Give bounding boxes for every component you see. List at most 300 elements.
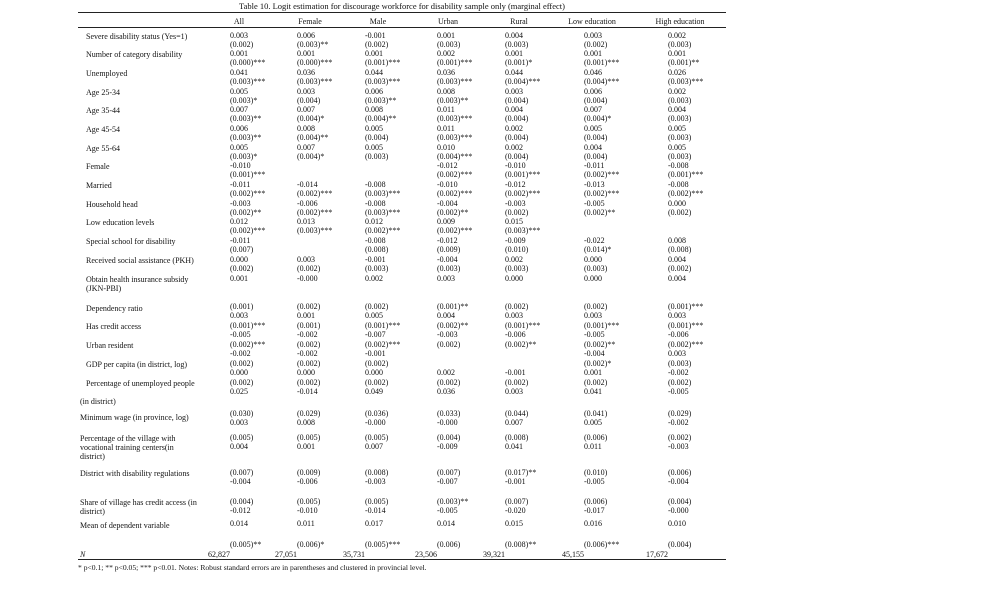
cell-value: -0.002 bbox=[297, 330, 318, 339]
cell-value: -0.000 bbox=[437, 418, 458, 427]
cell-value: 0.036 bbox=[437, 387, 455, 396]
cell-value: (0.008) bbox=[505, 433, 529, 442]
cell-value: (0.002) bbox=[365, 378, 389, 387]
cell-value: 0.000 bbox=[365, 368, 383, 377]
cell-value: -0.011 bbox=[230, 236, 251, 245]
cell-value: (0.002)*** bbox=[437, 189, 473, 198]
row-label: Has credit access bbox=[86, 322, 142, 331]
cell-value: (0.002) bbox=[505, 208, 529, 217]
cell-value: (0.002) bbox=[297, 378, 321, 387]
cell-value: -0.002 bbox=[230, 349, 251, 358]
cell-value: (0.006)*** bbox=[584, 540, 620, 549]
cell-value: (0.006) bbox=[437, 540, 461, 549]
cell-value: 0.046 bbox=[584, 68, 602, 77]
cell-value: (0.001)*** bbox=[584, 321, 620, 330]
cell-value: (0.002) bbox=[584, 378, 608, 387]
cell-value: -0.005 bbox=[584, 199, 605, 208]
cell-value: -0.006 bbox=[668, 330, 689, 339]
column-header: Female bbox=[298, 17, 322, 26]
cell-value: (0.001)*** bbox=[668, 302, 704, 311]
cell-value: 0.008 bbox=[668, 236, 686, 245]
cell-value: (0.003)** bbox=[230, 133, 262, 142]
cell-value: (0.005) bbox=[365, 497, 389, 506]
cell-value: (0.002) bbox=[668, 208, 692, 217]
cell-value: 0.005 bbox=[365, 124, 383, 133]
cell-value: (0.000)*** bbox=[230, 58, 266, 67]
cell-value: 0.004 bbox=[668, 105, 686, 114]
cell-value: -0.001 bbox=[505, 368, 526, 377]
cell-value: -0.014 bbox=[297, 180, 318, 189]
cell-value: 0.000 bbox=[584, 255, 602, 264]
row-label: Age 35-44 bbox=[86, 106, 120, 115]
cell-value: 0.001 bbox=[584, 368, 602, 377]
cell-value: 0.036 bbox=[297, 68, 315, 77]
column-header: Low education bbox=[568, 17, 616, 26]
cell-value: -0.008 bbox=[668, 161, 689, 170]
row-label: Percentage of unemployed people bbox=[86, 379, 195, 388]
cell-value: 0.006 bbox=[230, 124, 248, 133]
cell-value: 0.000 bbox=[230, 255, 248, 264]
cell-value: 0.003 bbox=[505, 311, 523, 320]
cell-value: (0.002) bbox=[505, 302, 529, 311]
cell-value: 0.006 bbox=[584, 87, 602, 96]
cell-value: 0.003 bbox=[668, 349, 686, 358]
row-label: Age 45-54 bbox=[86, 125, 120, 134]
cell-value: (0.004)*** bbox=[437, 152, 473, 161]
cell-value: (0.002) bbox=[230, 40, 254, 49]
column-header: All bbox=[233, 17, 245, 26]
cell-value: (0.001)* bbox=[505, 58, 533, 67]
cell-value: -0.005 bbox=[230, 330, 251, 339]
cell-value: 0.015 bbox=[505, 519, 523, 528]
column-header: Rural bbox=[510, 17, 528, 26]
cell-value: (0.033) bbox=[437, 409, 461, 418]
cell-value: (0.004) bbox=[505, 96, 529, 105]
row-label: Received social assistance (PKH) bbox=[86, 256, 194, 265]
cell-value: 0.000 bbox=[668, 199, 686, 208]
cell-value: (0.003)*** bbox=[505, 226, 541, 235]
cell-value: (0.003)** bbox=[437, 96, 469, 105]
cell-value: 0.011 bbox=[584, 442, 602, 451]
cell-value: 0.002 bbox=[365, 274, 383, 283]
cell-value: 0.004 bbox=[230, 442, 248, 451]
cell-value: -0.011 bbox=[584, 161, 605, 170]
cell-value: (0.002)*** bbox=[365, 226, 401, 235]
cell-value: (0.002) bbox=[230, 359, 254, 368]
cell-value: (0.002) bbox=[297, 302, 321, 311]
cell-value: (0.003) bbox=[668, 40, 692, 49]
cell-value: (0.004)*** bbox=[584, 77, 620, 86]
cell-value: (0.004)** bbox=[365, 114, 397, 123]
cell-value: (0.002) bbox=[584, 40, 608, 49]
cell-value: -0.010 bbox=[297, 506, 318, 515]
cell-value: (0.003)*** bbox=[365, 208, 401, 217]
cell-value: 23,506 bbox=[415, 550, 437, 559]
cell-value: 0.007 bbox=[297, 105, 315, 114]
row-label: Severe disability status (Yes=1) bbox=[86, 32, 188, 41]
cell-value: 0.015 bbox=[505, 217, 523, 226]
cell-value: (0.004) bbox=[668, 540, 692, 549]
cell-value: (0.004) bbox=[505, 152, 529, 161]
cell-value: 0.011 bbox=[297, 519, 315, 528]
bottom-rule bbox=[78, 559, 726, 560]
cell-value: (0.001)*** bbox=[668, 170, 704, 179]
cell-value: 0.000 bbox=[584, 274, 602, 283]
cell-value: 0.001 bbox=[297, 49, 315, 58]
cell-value: (0.004) bbox=[505, 133, 529, 142]
cell-value: (0.004) bbox=[297, 96, 321, 105]
cell-value: (0.003)*** bbox=[437, 77, 473, 86]
row-label-n: N bbox=[80, 550, 86, 559]
cell-value: (0.002)*** bbox=[365, 340, 401, 349]
cell-value: 0.014 bbox=[230, 519, 248, 528]
cell-value: (0.004)* bbox=[297, 152, 325, 161]
cell-value: 0.004 bbox=[505, 31, 523, 40]
cell-value: 0.010 bbox=[668, 519, 686, 528]
cell-value: (0.003) bbox=[668, 96, 692, 105]
cell-value: 0.044 bbox=[365, 68, 383, 77]
cell-value: 0.009 bbox=[437, 217, 455, 226]
cell-value: 0.011 bbox=[437, 124, 455, 133]
cell-value: (0.004)*** bbox=[505, 77, 541, 86]
cell-value: -0.014 bbox=[365, 506, 386, 515]
cell-value: -0.010 bbox=[230, 161, 251, 170]
cell-value: -0.005 bbox=[584, 330, 605, 339]
cell-value: 0.001 bbox=[365, 49, 383, 58]
cell-value: -0.001 bbox=[505, 477, 526, 486]
cell-value: (0.004) bbox=[505, 114, 529, 123]
cell-value: (0.002) bbox=[668, 378, 692, 387]
cell-value: -0.001 bbox=[365, 255, 386, 264]
cell-value: 0.001 bbox=[505, 49, 523, 58]
cell-value: 39,321 bbox=[483, 550, 505, 559]
cell-value: 0.001 bbox=[230, 49, 248, 58]
cell-value: (0.010) bbox=[584, 468, 608, 477]
cell-value: -0.014 bbox=[297, 387, 318, 396]
cell-value: 0.004 bbox=[668, 274, 686, 283]
cell-value: 0.001 bbox=[297, 442, 315, 451]
cell-value: -0.002 bbox=[668, 368, 689, 377]
cell-value: (0.002) bbox=[505, 378, 529, 387]
column-header: High education bbox=[655, 17, 705, 26]
cell-value: (0.004)* bbox=[297, 114, 325, 123]
cell-value: 0.005 bbox=[668, 143, 686, 152]
cell-value: (0.008) bbox=[365, 245, 389, 254]
cell-value: 0.003 bbox=[437, 274, 455, 283]
cell-value: (0.003)* bbox=[230, 96, 258, 105]
cell-value: (0.004) bbox=[437, 433, 461, 442]
row-label: Unemployed bbox=[86, 69, 128, 78]
header-rule bbox=[78, 27, 726, 28]
cell-value: 0.002 bbox=[437, 49, 455, 58]
cell-value: (0.002) bbox=[668, 264, 692, 273]
cell-value: 0.003 bbox=[230, 311, 248, 320]
cell-value: (0.002) bbox=[437, 340, 461, 349]
cell-value: (0.010) bbox=[505, 245, 529, 254]
cell-value: (0.003) bbox=[437, 264, 461, 273]
cell-value: (0.006)* bbox=[297, 540, 325, 549]
cell-value: (0.002) bbox=[230, 378, 254, 387]
cell-value: (0.003)*** bbox=[365, 77, 401, 86]
cell-value: 0.001 bbox=[230, 274, 248, 283]
cell-value: 0.004 bbox=[584, 143, 602, 152]
cell-value: (0.002) bbox=[584, 302, 608, 311]
cell-value: 0.000 bbox=[230, 368, 248, 377]
cell-value: (0.002)*** bbox=[584, 189, 620, 198]
cell-value: (0.002)*** bbox=[437, 170, 473, 179]
cell-value: 0.005 bbox=[365, 311, 383, 320]
row-label: Number of category disability bbox=[86, 50, 183, 59]
cell-value: (0.003) bbox=[668, 359, 692, 368]
cell-value: 0.002 bbox=[505, 124, 523, 133]
cell-value: 0.036 bbox=[437, 68, 455, 77]
cell-value: -0.012 bbox=[505, 180, 526, 189]
cell-value: 0.008 bbox=[297, 418, 315, 427]
cell-value: (0.001)** bbox=[437, 302, 469, 311]
cell-value: (0.002) bbox=[668, 433, 692, 442]
cell-value: 0.041 bbox=[230, 68, 248, 77]
cell-value: 0.011 bbox=[437, 105, 455, 114]
cell-value: 0.008 bbox=[365, 105, 383, 114]
cell-value: 0.006 bbox=[365, 87, 383, 96]
cell-value: 35,731 bbox=[343, 550, 365, 559]
cell-value: 0.013 bbox=[297, 217, 315, 226]
cell-value: (0.005)** bbox=[230, 540, 262, 549]
cell-value: (0.003) bbox=[505, 40, 529, 49]
cell-value: 0.005 bbox=[584, 124, 602, 133]
row-label: Age 25-34 bbox=[86, 88, 120, 97]
cell-value: 0.003 bbox=[668, 311, 686, 320]
cell-value: (0.002)*** bbox=[668, 189, 704, 198]
cell-value: 0.004 bbox=[668, 255, 686, 264]
cell-value: 0.001 bbox=[668, 49, 686, 58]
cell-value: (0.001)*** bbox=[365, 321, 401, 330]
top-rule bbox=[78, 12, 726, 13]
cell-value: 0.041 bbox=[505, 442, 523, 451]
cell-value: -0.001 bbox=[365, 31, 386, 40]
cell-value: 0.003 bbox=[584, 31, 602, 40]
cell-value: 0.008 bbox=[297, 124, 315, 133]
cell-value: (0.003)** bbox=[437, 497, 469, 506]
column-header: Urban bbox=[438, 17, 458, 26]
cell-value: -0.001 bbox=[365, 349, 386, 358]
cell-value: (0.044) bbox=[505, 409, 529, 418]
cell-value: 0.003 bbox=[297, 87, 315, 96]
cell-value: (0.002)*** bbox=[437, 226, 473, 235]
row-label: Share of village has credit access (in district) bbox=[80, 498, 197, 516]
cell-value: -0.000 bbox=[365, 418, 386, 427]
cell-value: 0.017 bbox=[365, 519, 383, 528]
cell-value: 0.005 bbox=[365, 143, 383, 152]
cell-value: (0.001)*** bbox=[437, 58, 473, 67]
cell-value: -0.012 bbox=[437, 161, 458, 170]
cell-value: (0.007) bbox=[437, 468, 461, 477]
cell-value: 0.004 bbox=[437, 311, 455, 320]
cell-value: 0.044 bbox=[505, 68, 523, 77]
cell-value: (0.002) bbox=[230, 264, 254, 273]
cell-value: (0.008) bbox=[365, 468, 389, 477]
cell-value: (0.002)*** bbox=[297, 208, 333, 217]
cell-value: 0.002 bbox=[668, 31, 686, 40]
cell-value: -0.008 bbox=[365, 199, 386, 208]
cell-value: (0.003)*** bbox=[668, 77, 704, 86]
cell-value: 27,051 bbox=[275, 550, 297, 559]
cell-value: -0.017 bbox=[584, 506, 605, 515]
cell-value: -0.009 bbox=[437, 442, 458, 451]
row-label: Obtain health insurance subsidy (JKN-PBI) bbox=[86, 275, 189, 293]
cell-value: 0.001 bbox=[584, 49, 602, 58]
cell-value: 0.026 bbox=[668, 68, 686, 77]
cell-value: (0.003)** bbox=[297, 40, 329, 49]
cell-value: 0.012 bbox=[365, 217, 383, 226]
cell-value: (0.002) bbox=[297, 340, 321, 349]
cell-value: (0.002) bbox=[365, 40, 389, 49]
cell-value: -0.002 bbox=[297, 349, 318, 358]
cell-value: (0.003) bbox=[668, 133, 692, 142]
cell-value: 0.007 bbox=[505, 418, 523, 427]
cell-value: (0.009) bbox=[437, 245, 461, 254]
cell-value: 0.041 bbox=[584, 387, 602, 396]
cell-value: -0.007 bbox=[437, 477, 458, 486]
cell-value: (0.008)** bbox=[505, 540, 537, 549]
cell-value: -0.004 bbox=[437, 199, 458, 208]
table-title: Table 10. Logit estimation for discourage workforce for disability sample only (marginal effect) bbox=[238, 1, 565, 11]
cell-value: (0.002)** bbox=[584, 340, 616, 349]
cell-value: -0.006 bbox=[297, 199, 318, 208]
cell-value: 0.001 bbox=[297, 311, 315, 320]
cell-value: (0.002)*** bbox=[230, 226, 266, 235]
cell-value: 0.002 bbox=[505, 255, 523, 264]
cell-value: (0.004)* bbox=[584, 114, 612, 123]
table-footnote: * p<0.1; ** p<0.05; *** p<0.01. Notes: Robust standard errors are in parentheses and clustered in provincial level. bbox=[78, 563, 427, 572]
cell-value: -0.003 bbox=[365, 477, 386, 486]
cell-value: (0.003) bbox=[668, 152, 692, 161]
cell-value: (0.003)*** bbox=[365, 189, 401, 198]
cell-value: (0.002)** bbox=[584, 208, 616, 217]
cell-value: -0.003 bbox=[437, 330, 458, 339]
cell-value: 0.007 bbox=[584, 105, 602, 114]
cell-value: -0.004 bbox=[668, 477, 689, 486]
cell-value: -0.006 bbox=[505, 330, 526, 339]
cell-value: (0.004)** bbox=[297, 133, 329, 142]
cell-value: 0.010 bbox=[437, 143, 455, 152]
cell-value: (0.002) bbox=[297, 359, 321, 368]
cell-value: 62,827 bbox=[208, 550, 230, 559]
cell-value: -0.003 bbox=[668, 442, 689, 451]
cell-value: (0.006) bbox=[584, 497, 608, 506]
cell-value: 0.000 bbox=[297, 368, 315, 377]
cell-value: (0.002) bbox=[437, 378, 461, 387]
cell-value: -0.011 bbox=[230, 180, 251, 189]
cell-value: (0.002)* bbox=[584, 359, 612, 368]
row-label: Age 55-64 bbox=[86, 144, 120, 153]
cell-value: 0.012 bbox=[230, 217, 248, 226]
cell-value: -0.007 bbox=[365, 330, 386, 339]
cell-value: (0.003) bbox=[437, 40, 461, 49]
cell-value: 0.016 bbox=[584, 519, 602, 528]
cell-value: (0.004) bbox=[584, 133, 608, 142]
cell-value: 0.003 bbox=[230, 418, 248, 427]
cell-value: (0.003)*** bbox=[437, 133, 473, 142]
cell-value: 0.003 bbox=[297, 255, 315, 264]
cell-value: (0.002)** bbox=[230, 208, 262, 217]
cell-value: (0.003) bbox=[365, 152, 389, 161]
cell-value: 0.005 bbox=[584, 418, 602, 427]
cell-value: (0.003)*** bbox=[437, 114, 473, 123]
cell-value: (0.002)*** bbox=[230, 340, 266, 349]
row-label: District with disability regulations bbox=[80, 469, 190, 478]
cell-value: 0.000 bbox=[505, 274, 523, 283]
row-label: Mean of dependent variable bbox=[80, 521, 170, 530]
cell-value: (0.002) bbox=[365, 359, 389, 368]
cell-value: (0.029) bbox=[668, 409, 692, 418]
cell-value: (0.030) bbox=[230, 409, 254, 418]
cell-value: (0.001)*** bbox=[505, 170, 541, 179]
cell-value: (0.036) bbox=[365, 409, 389, 418]
cell-value: (0.029) bbox=[297, 409, 321, 418]
cell-value: (0.002)*** bbox=[584, 170, 620, 179]
row-label: Low education levels bbox=[86, 218, 155, 227]
cell-value: -0.020 bbox=[505, 506, 526, 515]
cell-value: (0.009) bbox=[297, 468, 321, 477]
row-label: Female bbox=[86, 162, 110, 171]
cell-value: (0.003)*** bbox=[297, 226, 333, 235]
cell-value: (0.004) bbox=[668, 497, 692, 506]
cell-value: -0.003 bbox=[505, 199, 526, 208]
cell-value: 0.014 bbox=[437, 519, 455, 528]
cell-value: -0.008 bbox=[365, 180, 386, 189]
row-label: Minimum wage (in province, log) bbox=[80, 413, 189, 422]
cell-value: (0.004) bbox=[584, 96, 608, 105]
cell-value: 0.004 bbox=[505, 105, 523, 114]
cell-value: (0.005) bbox=[297, 433, 321, 442]
row-label: GDP per capita (in district, log) bbox=[86, 360, 188, 369]
cell-value: (0.007) bbox=[505, 497, 529, 506]
cell-value: (0.001)** bbox=[668, 58, 700, 67]
cell-value: (0.001)*** bbox=[230, 170, 266, 179]
cell-value: -0.004 bbox=[230, 477, 251, 486]
cell-value: -0.005 bbox=[437, 506, 458, 515]
row-label: Married bbox=[86, 181, 112, 190]
cell-value: (0.003) bbox=[505, 264, 529, 273]
cell-value: 0.003 bbox=[230, 31, 248, 40]
cell-value: (0.002)*** bbox=[297, 189, 333, 198]
cell-value: 0.002 bbox=[505, 143, 523, 152]
cell-value: 0.008 bbox=[437, 87, 455, 96]
cell-value: -0.010 bbox=[437, 180, 458, 189]
cell-value: 0.005 bbox=[230, 143, 248, 152]
cell-value: -0.006 bbox=[297, 477, 318, 486]
row-label: Household head bbox=[86, 200, 138, 209]
cell-value: 17,672 bbox=[646, 550, 668, 559]
cell-value: (0.004) bbox=[584, 152, 608, 161]
cell-value: -0.005 bbox=[668, 387, 689, 396]
cell-value: (0.007) bbox=[230, 245, 254, 254]
cell-value: 0.006 bbox=[297, 31, 315, 40]
cell-value: (0.003) bbox=[365, 264, 389, 273]
cell-value: -0.002 bbox=[668, 418, 689, 427]
row-label: Urban resident bbox=[86, 341, 134, 350]
cell-value: 0.005 bbox=[230, 87, 248, 96]
cell-value: 0.001 bbox=[437, 31, 455, 40]
row-label: Special school for disability bbox=[86, 237, 176, 246]
cell-value: 0.002 bbox=[668, 87, 686, 96]
cell-value: (0.004) bbox=[365, 133, 389, 142]
cell-value: (0.005)*** bbox=[365, 540, 401, 549]
cell-value: 0.005 bbox=[668, 124, 686, 133]
cell-value: 0.025 bbox=[230, 387, 248, 396]
cell-value: 0.003 bbox=[584, 311, 602, 320]
